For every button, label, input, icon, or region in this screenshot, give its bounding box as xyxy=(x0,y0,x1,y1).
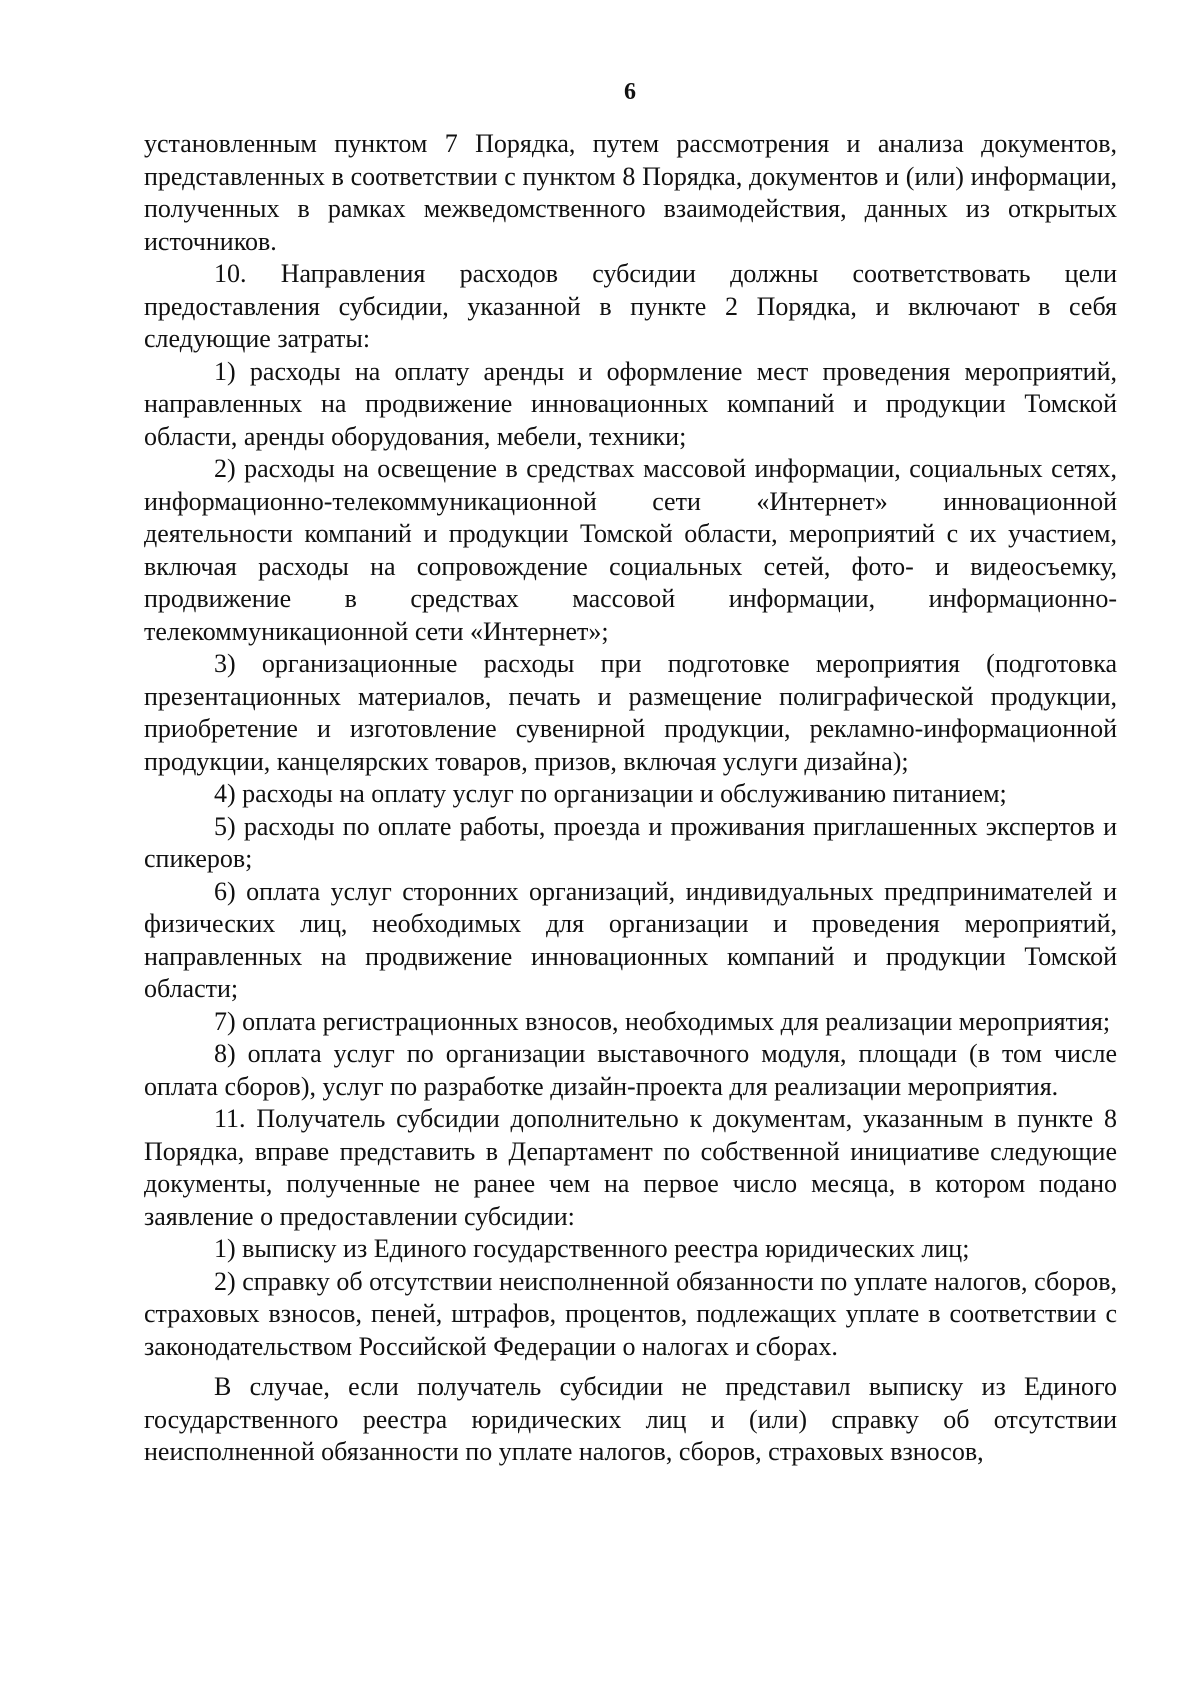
list-item-10-6: 6) оплата услуг сторонних организаций, индивидуальных предпринимателей и физических лиц, необходимых для организации и проведения мероприятий, направленных на продвижение инновационных компаний и продукции Томской области; xyxy=(144,876,1117,1003)
list-item-10-1: 1) расходы на оплату аренды и оформление мест проведения мероприятий, направленных на продвижение инновационных компаний и продукции Томской области, аренды оборудования, мебели, техники; xyxy=(144,356,1117,451)
page-number: 6 xyxy=(624,79,636,105)
list-item-10-3: 3) организационные расходы при подготовке мероприятия (подготовка презентационных материалов, печать и размещение полиграфической продукции, приобретение и изготовление сувенирной продукции, рекламно-информационной продукции, канцелярских товаров, призов, включая услуги дизайна); xyxy=(144,649,1117,776)
paragraph-item-10: 10. Направления расходов субсидии должны соответствовать цели предоставления субсидии, указанной в пункте 2 Порядка, и включают в себя следующие затраты: xyxy=(144,259,1117,353)
list-item-10-5: 5) расходы по оплате работы, проезда и проживания приглашенных экспертов и спикеров; xyxy=(144,811,1117,873)
list-item-10-2: 2) расходы на освещение в средствах массовой информации, социальных сетях, информационно-телекоммуникационной сети «Интернет» инновационной деятельности компаний и продукции Томской области, мероприятий с их участием, включая расходы на сопровождение социальных сетей, фото- и видеосъемку, продвижение в средствах массовой информации, информационно-телекоммуникационной сети «Интернет»; xyxy=(144,454,1117,646)
paragraph-continuation: установленным пунктом 7 Порядка, путем рассмотрения и анализа документов, представленных в соответствии с пунктом 8 Порядка, документов и (или) информации, полученных в рамках межведомственного взаимодействия, данных из открытых источников. xyxy=(144,129,1117,256)
paragraph-case-note: В случае, если получатель субсидии не представил выписку из Единого государственного реестра юридических лиц и (или) справку об отсутствии неисполненной обязанности по уплате налогов, сборов, страховых взносов, xyxy=(144,1372,1117,1466)
list-item-10-4: 4) расходы на оплату услуг по организации и обслуживанию питанием; xyxy=(214,779,1007,808)
list-item-10-8: 8) оплата услуг по организации выставочного модуля, площади (в том числе оплата сборов), услуг по разработке дизайн-проекта для реализации мероприятия. xyxy=(144,1039,1117,1101)
list-item-11-1: 1) выписку из Единого государственного реестра юридических лиц; xyxy=(214,1234,970,1263)
document-body xyxy=(144,128,1117,1469)
list-item-11-2: 2) справку об отсутствии неисполненной обязанности по уплате налогов, сборов, страховых взносов, пеней, штрафов, процентов, подлежащих уплате в соответствии с законодательством Российской Федерации о налогах и сборах. xyxy=(144,1266,1117,1361)
paragraph-item-11: 11. Получатель субсидии дополнительно к документам, указанным в пункте 8 Порядка, вправе представить в Департамент по собственной инициативе следующие документы, полученные не ранее чем на первое число месяца, в котором подано заявление о предоставлении субсидии: xyxy=(144,1104,1117,1231)
list-item-10-7: 7) оплата регистрационных взносов, необходимых для реализации мероприятия; xyxy=(214,1006,1111,1036)
